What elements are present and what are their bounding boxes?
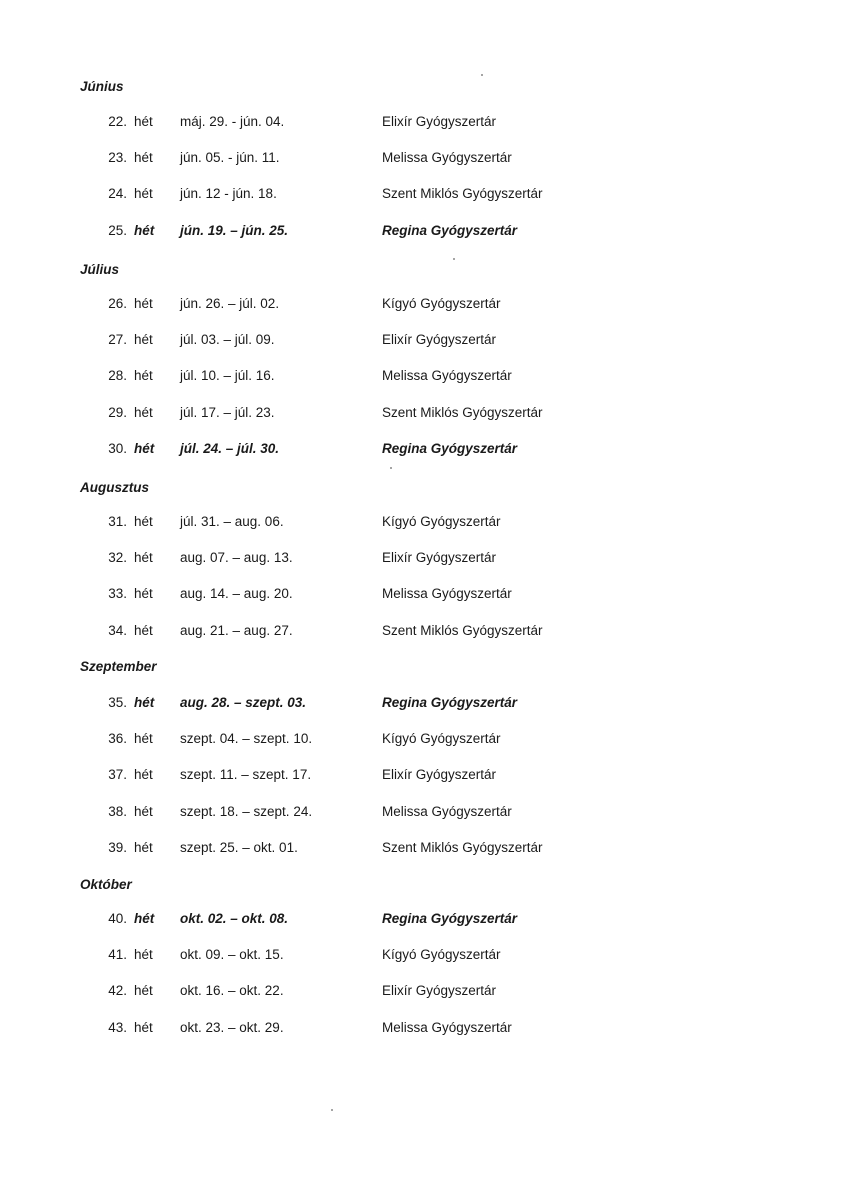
- month-heading: Október: [80, 877, 132, 892]
- week-label: hét: [134, 731, 153, 746]
- schedule-row: [0, 332, 848, 352]
- schedule-row: [0, 983, 848, 1003]
- schedule-row: [0, 405, 848, 425]
- pharmacy-name: Kígyó Gyógyszertár: [382, 947, 501, 962]
- week-label: hét: [134, 368, 153, 383]
- scan-speck: [331, 1109, 333, 1111]
- month-heading: Augusztus: [80, 480, 149, 495]
- week-number: 35.: [108, 695, 127, 710]
- week-label: hét: [134, 114, 153, 129]
- schedule-row: [0, 695, 848, 715]
- week-label: hét: [134, 550, 153, 565]
- week-number: 23.: [108, 150, 127, 165]
- date-range: szept. 11. – szept. 17.: [180, 767, 312, 782]
- pharmacy-name: Melissa Gyógyszertár: [382, 804, 512, 819]
- date-range: szept. 25. – okt. 01.: [180, 840, 298, 855]
- date-range: aug. 28. – szept. 03.: [180, 695, 307, 710]
- week-number: 31.: [108, 514, 127, 529]
- schedule-row: [0, 1020, 848, 1040]
- week-number: 28.: [108, 368, 127, 383]
- week-label: hét: [134, 840, 153, 855]
- schedule-row: [0, 441, 848, 461]
- date-range: júl. 31. – aug. 06.: [180, 514, 284, 529]
- week-number: 38.: [108, 804, 127, 819]
- week-label: hét: [134, 332, 153, 347]
- schedule-row: [0, 804, 848, 824]
- week-label: hét: [134, 296, 153, 311]
- week-label: hét: [134, 911, 155, 926]
- week-label: hét: [134, 804, 153, 819]
- pharmacy-name: Melissa Gyógyszertár: [382, 586, 512, 601]
- date-range: aug. 14. – aug. 20.: [180, 586, 293, 601]
- date-range: jún. 19. – jún. 25.: [180, 223, 289, 238]
- month-heading: Szeptember: [80, 659, 157, 674]
- schedule-row: [0, 223, 848, 243]
- week-number: 42.: [108, 983, 127, 998]
- week-label: hét: [134, 405, 153, 420]
- week-number: 24.: [108, 186, 127, 201]
- pharmacy-name: Kígyó Gyógyszertár: [382, 731, 501, 746]
- date-range: jún. 12 - jún. 18.: [180, 186, 277, 201]
- date-range: okt. 16. – okt. 22.: [180, 983, 284, 998]
- schedule-row: [0, 586, 848, 606]
- date-range: jún. 26. – júl. 02.: [180, 296, 280, 311]
- scan-speck: [390, 467, 392, 469]
- schedule-row: [0, 840, 848, 860]
- pharmacy-name: Szent Miklós Gyógyszertár: [382, 623, 543, 638]
- pharmacy-name: Melissa Gyógyszertár: [382, 1020, 512, 1035]
- schedule-row: [0, 911, 848, 931]
- week-label: hét: [134, 767, 153, 782]
- week-label: hét: [134, 983, 153, 998]
- pharmacy-name: Elixír Gyógyszertár: [382, 332, 497, 347]
- pharmacy-name: Elixír Gyógyszertár: [382, 114, 497, 129]
- month-heading: Június: [80, 79, 124, 94]
- week-label: hét: [134, 186, 153, 201]
- pharmacy-name: Elixír Gyógyszertár: [382, 550, 497, 565]
- date-range: júl. 24. – júl. 30.: [180, 441, 280, 456]
- week-label: hét: [134, 586, 153, 601]
- scan-speck: [453, 258, 455, 260]
- schedule-row: [0, 623, 848, 643]
- week-label: hét: [134, 623, 153, 638]
- pharmacy-name: Kígyó Gyógyszertár: [382, 296, 501, 311]
- date-range: okt. 02. – okt. 08.: [180, 911, 289, 926]
- pharmacy-name: Regina Gyógyszertár: [382, 441, 518, 456]
- week-number: 36.: [108, 731, 127, 746]
- pharmacy-name: Regina Gyógyszertár: [382, 911, 518, 926]
- schedule-row: [0, 947, 848, 967]
- date-range: júl. 17. – júl. 23.: [180, 405, 275, 420]
- week-label: hét: [134, 223, 155, 238]
- schedule-row: [0, 767, 848, 787]
- pharmacy-name: Melissa Gyógyszertár: [382, 150, 512, 165]
- week-number: 33.: [108, 586, 127, 601]
- week-number: 39.: [108, 840, 127, 855]
- schedule-row: [0, 550, 848, 570]
- scan-speck: [481, 74, 483, 76]
- week-number: 26.: [108, 296, 127, 311]
- week-number: 32.: [108, 550, 127, 565]
- date-range: aug. 21. – aug. 27.: [180, 623, 293, 638]
- pharmacy-name: Szent Miklós Gyógyszertár: [382, 405, 543, 420]
- week-label: hét: [134, 514, 153, 529]
- week-number: 37.: [108, 767, 127, 782]
- pharmacy-name: Regina Gyógyszertár: [382, 223, 518, 238]
- week-number: 41.: [108, 947, 127, 962]
- date-range: szept. 18. – szept. 24.: [180, 804, 313, 819]
- month-heading: Július: [80, 262, 120, 277]
- pharmacy-name: Kígyó Gyógyszertár: [382, 514, 501, 529]
- date-range: okt. 09. – okt. 15.: [180, 947, 284, 962]
- week-label: hét: [134, 1020, 153, 1035]
- schedule-row: [0, 368, 848, 388]
- week-label: hét: [134, 947, 153, 962]
- week-number: 25.: [108, 223, 127, 238]
- week-label: hét: [134, 441, 155, 456]
- week-number: 30.: [108, 441, 127, 456]
- schedule-row: [0, 186, 848, 206]
- pharmacy-name: Regina Gyógyszertár: [382, 695, 518, 710]
- pharmacy-name: Szent Miklós Gyógyszertár: [382, 840, 543, 855]
- date-range: máj. 29. - jún. 04.: [180, 114, 285, 129]
- date-range: aug. 07. – aug. 13.: [180, 550, 293, 565]
- pharmacy-name: Elixír Gyógyszertár: [382, 983, 497, 998]
- schedule-row: [0, 296, 848, 316]
- schedule-row: [0, 150, 848, 170]
- week-label: hét: [134, 150, 153, 165]
- week-number: 29.: [108, 405, 127, 420]
- week-number: 40.: [108, 911, 127, 926]
- schedule-row: [0, 514, 848, 534]
- date-range: júl. 10. – júl. 16.: [180, 368, 275, 383]
- date-range: jún. 05. - jún. 11.: [180, 150, 280, 165]
- pharmacy-name: Melissa Gyógyszertár: [382, 368, 512, 383]
- pharmacy-name: Szent Miklós Gyógyszertár: [382, 186, 543, 201]
- pharmacy-name: Elixír Gyógyszertár: [382, 767, 497, 782]
- date-range: okt. 23. – okt. 29.: [180, 1020, 284, 1035]
- date-range: júl. 03. – júl. 09.: [180, 332, 275, 347]
- week-number: 43.: [108, 1020, 127, 1035]
- week-number: 27.: [108, 332, 127, 347]
- schedule-row: [0, 114, 848, 134]
- week-number: 22.: [108, 114, 127, 129]
- week-number: 34.: [108, 623, 127, 638]
- date-range: szept. 04. – szept. 10.: [180, 731, 313, 746]
- schedule-row: [0, 731, 848, 751]
- week-label: hét: [134, 695, 155, 710]
